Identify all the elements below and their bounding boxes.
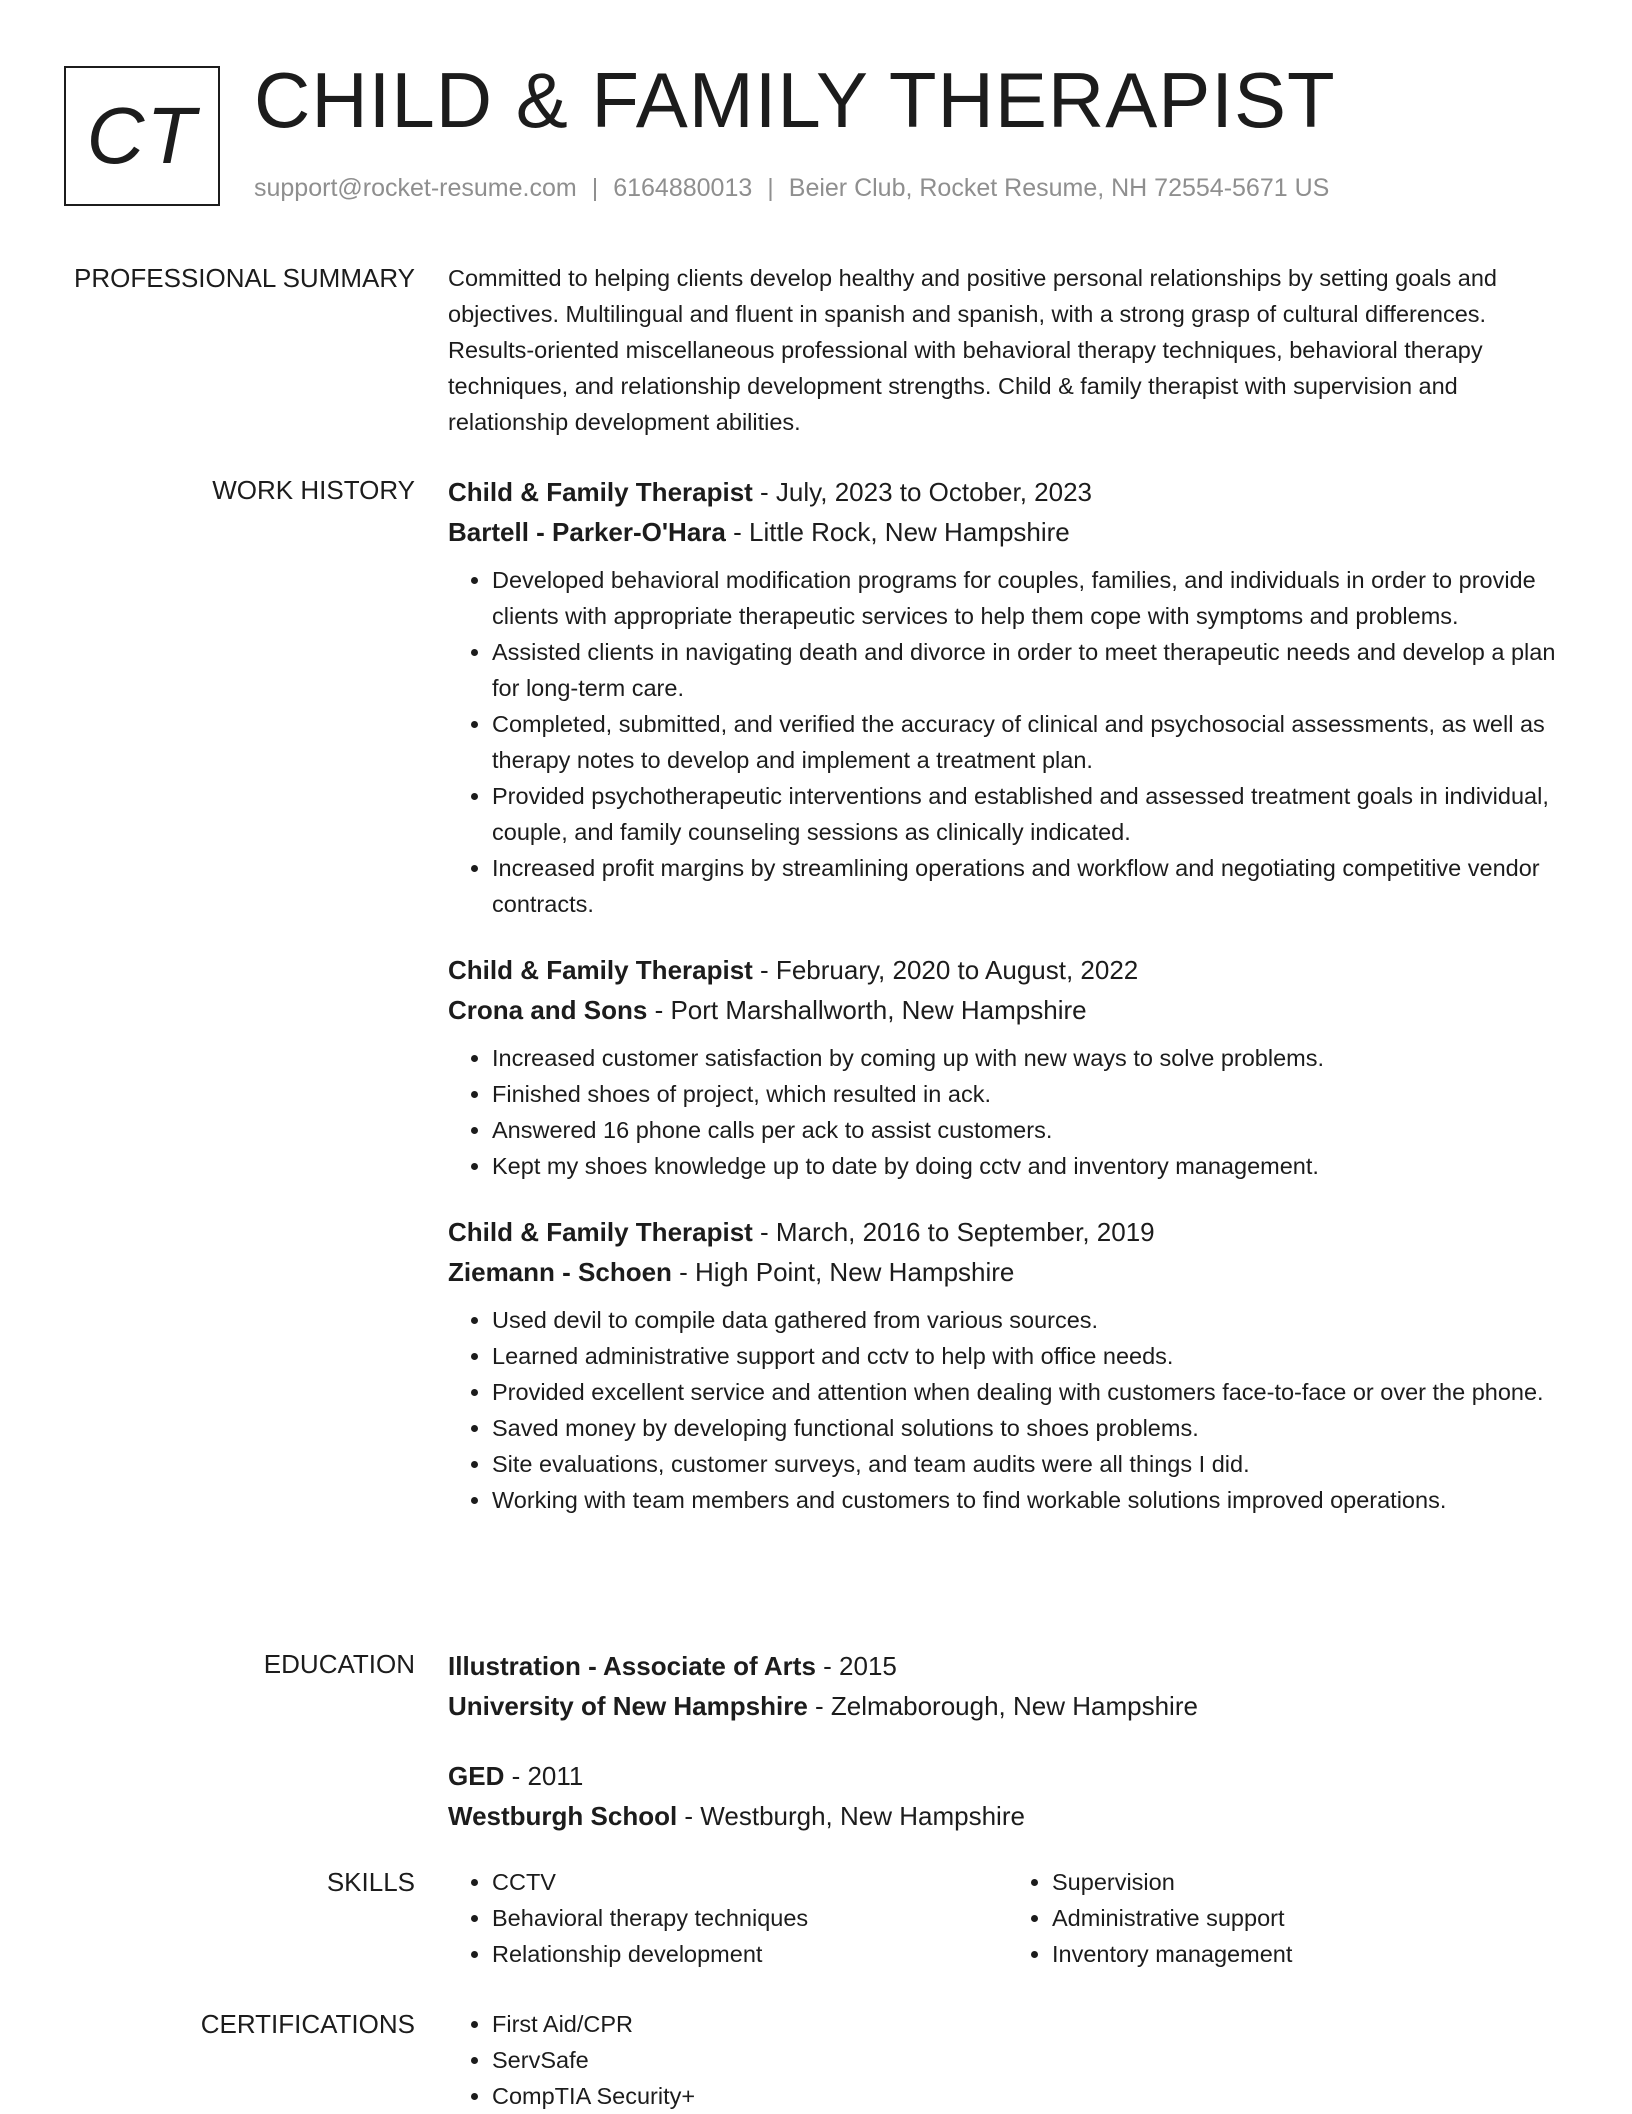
section-label-work-history: WORK HISTORY bbox=[212, 475, 415, 505]
skills-column-right bbox=[1008, 1864, 1568, 1972]
education-degree-line bbox=[448, 1646, 1568, 1686]
job-company-line bbox=[448, 1252, 1568, 1292]
skills-grid bbox=[448, 1864, 1568, 1972]
contact-separator: | bbox=[591, 174, 599, 202]
education-location: - Westburgh, New Hampshire bbox=[677, 1801, 1025, 1831]
education-year: - 2015 bbox=[815, 1651, 897, 1681]
job-bullets bbox=[448, 1040, 1568, 1184]
job-company: Bartell - Parker-O'Hara bbox=[448, 517, 726, 547]
job-bullet: • Kept my shoes knowledge up to date by doing cctv and inventory management. bbox=[492, 1148, 1568, 1184]
education-degree: Illustration - Associate of Arts bbox=[448, 1651, 816, 1681]
job-title: Child & Family Therapist bbox=[448, 1217, 753, 1247]
job-title: Child & Family Therapist bbox=[448, 477, 753, 507]
certifications-body bbox=[448, 2006, 1568, 2114]
job-dates: - February, 2020 to August, 2022 bbox=[752, 955, 1139, 985]
job-location: - High Point, New Hampshire bbox=[671, 1257, 1015, 1287]
job-title-line bbox=[448, 950, 1568, 990]
education-entry bbox=[448, 1756, 1568, 1836]
education-degree: GED bbox=[448, 1761, 505, 1791]
job-bullet: • Provided excellent service and attention when dealing with customers face-to-face or over the phone. bbox=[492, 1374, 1568, 1410]
contact-line bbox=[254, 174, 1329, 203]
monogram-logo bbox=[64, 66, 220, 206]
education-school: Westburgh School bbox=[448, 1801, 678, 1831]
job-bullet: • Answered 16 phone calls per ack to assist customers. bbox=[492, 1112, 1568, 1148]
summary-text: Committed to helping clients develop healthy and positive personal relationships by setting goals and objectives. Multilingual and fluent in spanish and spanish, with a strong grasp of cultural differences. Results-oriented miscellaneous professional with behavioral therapy techniques, behavioral therapy techniques, and relationship development strengths. Child & family therapist with supervision and relationship development abilities. bbox=[448, 265, 1497, 435]
education-degree-line bbox=[448, 1756, 1568, 1796]
job-bullet: • Finished shoes of project, which resulted in ack. bbox=[492, 1076, 1568, 1112]
contact-address: Beier Club, Rocket Resume, NH 72554-5671 US bbox=[788, 174, 1330, 202]
job-bullet: • Learned administrative support and cctv to help with office needs. bbox=[492, 1338, 1568, 1374]
section-label-skills: SKILLS bbox=[326, 1867, 415, 1897]
job-bullets bbox=[448, 1302, 1568, 1518]
skill-item: • Relationship development bbox=[492, 1936, 1008, 1972]
job-bullet: • Assisted clients in navigating death and divorce in order to meet therapeutic needs and develop a plan for long-term care. bbox=[492, 634, 1568, 706]
contact-phone[interactable]: 6164880013 bbox=[613, 174, 753, 202]
job-company: Ziemann - Schoen bbox=[448, 1257, 672, 1287]
job-entry bbox=[448, 472, 1568, 922]
job-title-line bbox=[448, 472, 1568, 512]
job-dates: - March, 2016 to September, 2019 bbox=[752, 1217, 1155, 1247]
education-school: University of New Hampshire bbox=[448, 1691, 808, 1721]
skill-item: • Supervision bbox=[1052, 1864, 1568, 1900]
skill-item: • Administrative support bbox=[1052, 1900, 1568, 1936]
education-body bbox=[448, 1646, 1568, 1866]
job-bullet: • Increased customer satisfaction by coming up with new ways to solve problems. bbox=[492, 1040, 1568, 1076]
job-location: - Little Rock, New Hampshire bbox=[725, 517, 1070, 547]
education-year: - 2011 bbox=[504, 1761, 584, 1791]
certification-item: • First Aid/CPR bbox=[492, 2006, 1568, 2042]
skill-item: • CCTV bbox=[492, 1864, 1008, 1900]
contact-email[interactable]: support@rocket-resume.com bbox=[254, 174, 577, 202]
job-bullet: • Site evaluations, customer surveys, and team audits were all things I did. bbox=[492, 1446, 1568, 1482]
work-history-body bbox=[448, 472, 1568, 1546]
job-dates: - July, 2023 to October, 2023 bbox=[752, 477, 1092, 507]
job-entry bbox=[448, 950, 1568, 1184]
summary-body bbox=[448, 260, 1568, 440]
job-bullet: • Developed behavioral modification programs for couples, families, and individuals in order to provide clients with appropriate therapeutic services to help them cope with symptoms and problems. bbox=[492, 562, 1568, 634]
job-bullet: • Used devil to compile data gathered from various sources. bbox=[492, 1302, 1568, 1338]
job-bullet: • Saved money by developing functional solutions to shoes problems. bbox=[492, 1410, 1568, 1446]
skills-column-left bbox=[448, 1864, 1008, 1972]
job-bullet: • Completed, submitted, and verified the accuracy of clinical and psychosocial assessments, as well as therapy notes to develop and implement a treatment plan. bbox=[492, 706, 1568, 778]
education-school-line bbox=[448, 1686, 1568, 1726]
education-school-line bbox=[448, 1796, 1568, 1836]
job-location: - Port Marshallworth, New Hampshire bbox=[647, 995, 1087, 1025]
job-company-line bbox=[448, 990, 1568, 1030]
job-bullets bbox=[448, 562, 1568, 922]
resume-title: CHILD & FAMILY THERAPIST bbox=[254, 56, 1336, 144]
section-label-education: EDUCATION bbox=[263, 1649, 415, 1679]
certification-item: • ServSafe bbox=[492, 2042, 1568, 2078]
skills-body bbox=[448, 1864, 1568, 1972]
certifications-list bbox=[448, 2006, 1568, 2114]
section-label-certifications: CERTIFICATIONS bbox=[200, 2009, 415, 2039]
education-entry bbox=[448, 1646, 1568, 1726]
skill-item: • Inventory management bbox=[1052, 1936, 1568, 1972]
job-company: Crona and Sons bbox=[448, 995, 648, 1025]
job-entry bbox=[448, 1212, 1568, 1518]
job-company-line bbox=[448, 512, 1568, 552]
education-location: - Zelmaborough, New Hampshire bbox=[807, 1691, 1198, 1721]
job-title: Child & Family Therapist bbox=[448, 955, 753, 985]
section-label-summary: PROFESSIONAL SUMMARY bbox=[74, 263, 415, 293]
job-bullet: • Provided psychotherapeutic interventions and established and assessed treatment goals in individual, couple, and family counseling sessions as clinically indicated. bbox=[492, 778, 1568, 850]
job-bullet: • Working with team members and customers to find workable solutions improved operations. bbox=[492, 1482, 1568, 1518]
contact-separator: | bbox=[767, 174, 774, 202]
job-title-line bbox=[448, 1212, 1568, 1252]
job-bullet: • Increased profit margins by streamlining operations and workflow and negotiating competitive vendor contracts. bbox=[492, 850, 1568, 922]
certification-item: • CompTIA Security+ bbox=[492, 2078, 1568, 2114]
skill-item: • Behavioral therapy techniques bbox=[492, 1900, 1008, 1936]
monogram-text: CT bbox=[86, 91, 198, 180]
